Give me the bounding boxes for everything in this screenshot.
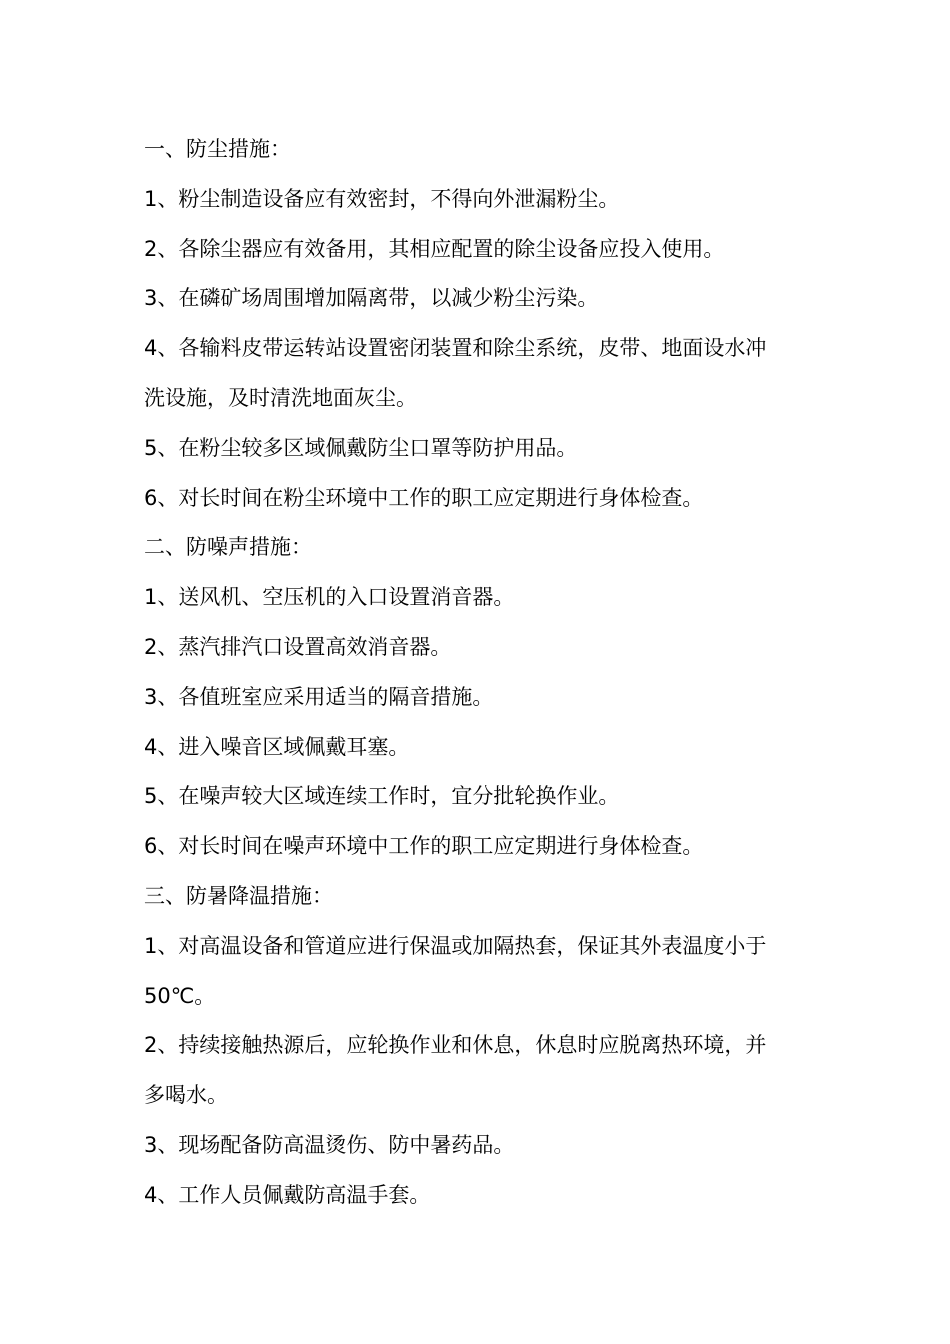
paragraph-line: 1、送风机、空压机的入口设置消音器。	[144, 585, 515, 610]
paragraph-line: 2、蒸汽排汽口设置高效消音器。	[144, 634, 452, 659]
paragraph-line: 5、在噪声较大区域连续工作时，宜分批轮换作业。	[144, 784, 620, 809]
paragraph-line: 4、工作人员佩戴防高温手套。	[144, 1182, 431, 1207]
paragraph-line: 3、各值班室应采用适当的隔音措施。	[144, 684, 494, 709]
paragraph-line: 3、在磷矿场周围增加隔离带，以减少粉尘污染。	[144, 286, 599, 311]
section-heading-noise: 二、防噪声措施：	[144, 535, 312, 560]
paragraph-line: 4、各输料皮带运转站设置密闭装置和除尘系统，皮带、地面设水冲	[144, 336, 767, 361]
paragraph-line: 2、各除尘器应有效备用，其相应配置的除尘设备应投入使用。	[144, 236, 725, 261]
section-heading-dust: 一、防尘措施：	[144, 137, 291, 161]
paragraph-line: 2、持续接触热源后，应轮换作业和休息，休息时应脱离热环境，并	[144, 1033, 767, 1058]
paragraph-line: 3、现场配备防高温烫伤、防中暑药品。	[144, 1132, 515, 1157]
document-body	[144, 125, 816, 1221]
paragraph-line: 4、进入噪音区域佩戴耳塞。	[144, 734, 410, 759]
section-heading-heat: 三、防暑降温措施：	[144, 883, 333, 908]
paragraph-line: 1、对高温设备和管道应进行保温或加隔热套，保证其外表温度小于	[144, 933, 767, 958]
paragraph-line: 5、在粉尘较多区域佩戴防尘口罩等防护用品。	[144, 435, 578, 460]
paragraph-line: 50℃。	[144, 983, 216, 1008]
paragraph-line: 6、对长时间在粉尘环境中工作的职工应定期进行身体检查。	[144, 485, 704, 510]
paragraph-line: 6、对长时间在噪声环境中工作的职工应定期进行身体检查。	[144, 834, 704, 859]
paragraph-line: 多喝水。	[144, 1083, 228, 1108]
paragraph-line: 洗设施，及时清洗地面灰尘。	[144, 385, 417, 410]
paragraph-line: 1、粉尘制造设备应有效密封，不得向外泄漏粉尘。	[144, 186, 620, 211]
